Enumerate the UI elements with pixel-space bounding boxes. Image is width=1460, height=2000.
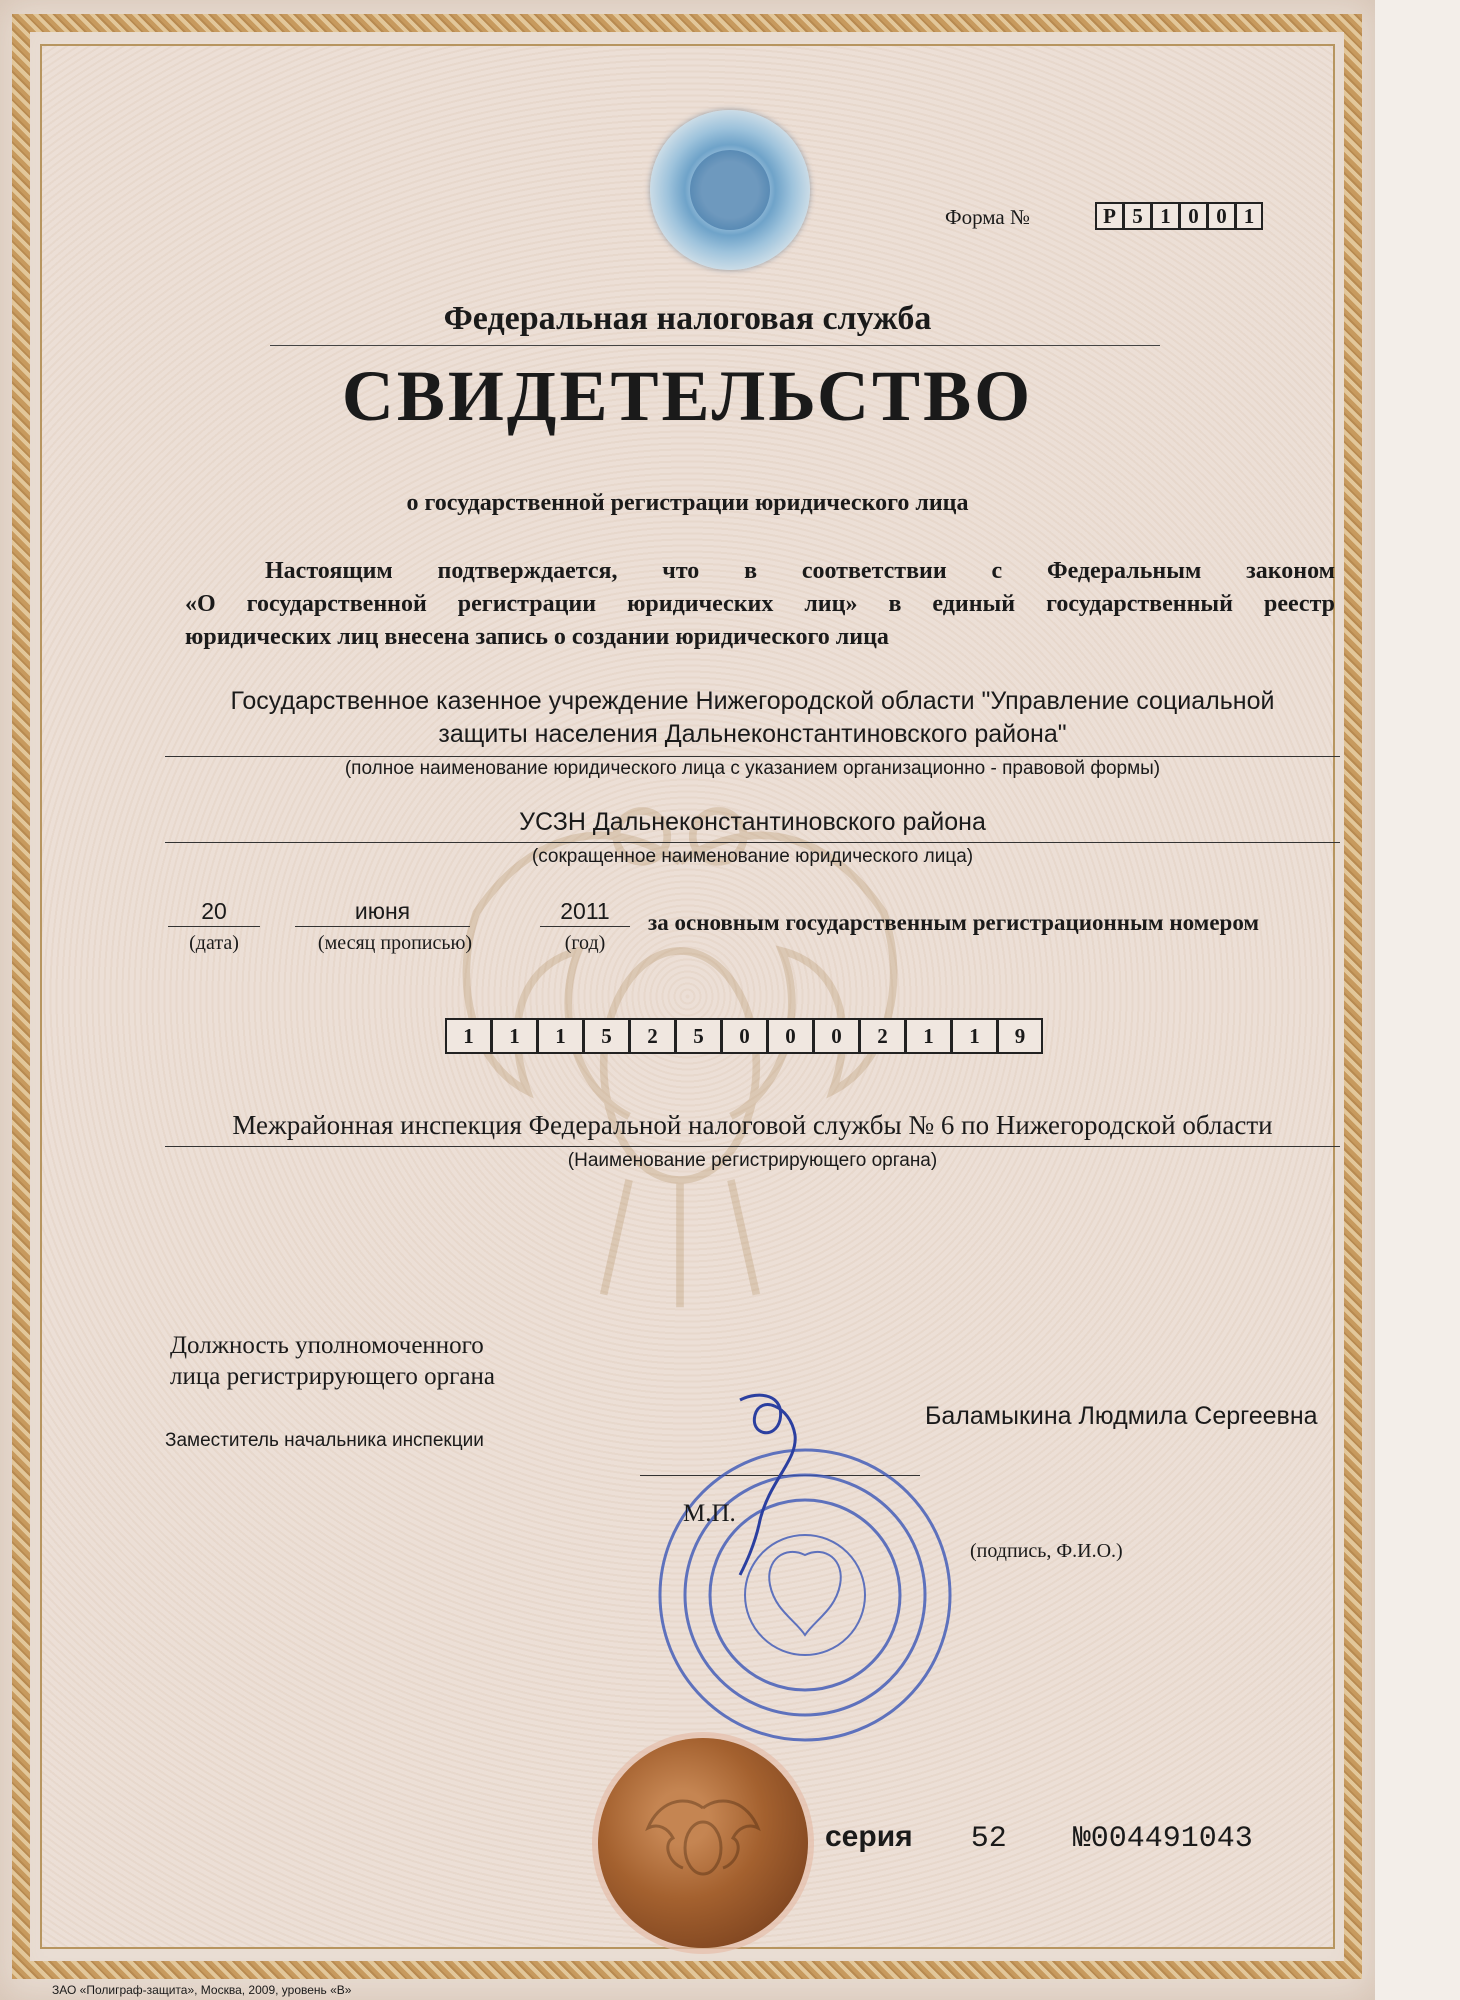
registering-authority: Межрайонная инспекция Федеральной налоговой службы № 6 по Нижегородской области [232, 1110, 1273, 1140]
registration-day: 20 [201, 898, 227, 924]
ogrn-digit: 0 [721, 1018, 767, 1054]
full-name-caption: (полное наименование юридического лица с указанием организационно - правовой формы) [344, 758, 1161, 779]
ogrn-boxes [445, 1018, 1043, 1054]
ogrn-digit: 2 [859, 1018, 905, 1054]
series-word: серия [825, 1820, 913, 1853]
form-number-label: Форма № [945, 205, 1031, 229]
statement-line: Настоящим подтверждается, что в соответствии с Федеральным законом [265, 558, 1335, 584]
form-code-cell: 1 [1151, 202, 1179, 230]
entity-full-name-line: защиты населения Дальнеконстантиновского района" [438, 720, 1067, 748]
printer-imprint: ЗАО «Полиграф-защита», Москва, 2009, уровень «В» [52, 1983, 352, 1997]
stamp-place-label: М.П. [683, 1500, 736, 1527]
ogrn-digit: 1 [905, 1018, 951, 1054]
year-rule [540, 926, 630, 927]
embossed-seal [598, 1738, 808, 1948]
statement-line: «О государственной регистрации юридических лиц» в единый государственный реестр [185, 591, 1335, 617]
position-label-line: Должность уполномоченного [170, 1332, 484, 1359]
short-name-caption: (сокращенное наименование юридического лица) [531, 846, 974, 867]
ogrn-digit: 1 [951, 1018, 997, 1054]
ogrn-digit: 1 [537, 1018, 583, 1054]
signer-name: Баламыкина Людмила Сергеевна [925, 1402, 1318, 1430]
series-number: 52 [970, 1822, 1007, 1856]
position-label-line: лица регистрирующего органа [170, 1363, 495, 1390]
blank-series [825, 1820, 1253, 1856]
form-code-cell: 1 [1235, 202, 1263, 230]
ogrn-digit: 5 [583, 1018, 629, 1054]
year-caption: (год) [564, 932, 606, 954]
service-divider [270, 345, 1160, 346]
entity-short-name: УСЗН Дальнеконстантиновского района [519, 808, 986, 836]
registration-year: 2011 [560, 898, 610, 924]
month-caption: (месяц прописью) [317, 932, 473, 954]
ogrn-digit: 0 [813, 1018, 859, 1054]
hologram-emblem-icon [650, 110, 810, 270]
form-code-cell: 0 [1179, 202, 1207, 230]
certificate-title: СВИДЕТЕЛЬСТВО [341, 356, 1034, 436]
service-name: Федеральная налоговая служба [443, 300, 932, 337]
short-name-rule [165, 842, 1340, 843]
ogrn-digit: 1 [491, 1018, 537, 1054]
authority-caption: (Наименование регистрирующего органа) [567, 1150, 938, 1171]
blank-number: №004491043 [1072, 1822, 1253, 1856]
ogrn-digit: 0 [767, 1018, 813, 1054]
authority-rule [165, 1146, 1340, 1147]
entity-full-name [165, 685, 1340, 751]
ogrn-digit: 1 [445, 1018, 491, 1054]
seal-eagle-icon [638, 1783, 768, 1903]
month-rule [295, 926, 470, 927]
ogrn-digit: 5 [675, 1018, 721, 1054]
day-caption: (дата) [189, 932, 239, 954]
full-name-rule [165, 756, 1340, 757]
position-label [170, 1330, 495, 1392]
form-code-cell: Р [1095, 202, 1123, 230]
entity-full-name-line: Государственное казенное учреждение Нижегородской области "Управление социальной [230, 687, 1275, 715]
position-value: Заместитель начальника инспекции [165, 1430, 484, 1451]
form-code-cell: 5 [1123, 202, 1151, 230]
statement-paragraph [185, 555, 1335, 654]
ogrn-digit: 2 [629, 1018, 675, 1054]
statement-line: юридических лиц внесена запись о создании юридического лица [185, 624, 889, 650]
handwritten-signature-icon [700, 1380, 820, 1580]
day-rule [168, 926, 260, 927]
signature-caption: (подпись, Ф.И.О.) [970, 1540, 1123, 1562]
form-code-boxes [1095, 202, 1263, 230]
form-code-cell: 0 [1207, 202, 1235, 230]
ogrn-label: за основным государственным регистрационным номером [648, 910, 1260, 935]
ogrn-digit: 9 [997, 1018, 1043, 1054]
certificate-subtitle: о государственной регистрации юридического лица [406, 490, 969, 516]
registration-month: июня [354, 898, 411, 924]
